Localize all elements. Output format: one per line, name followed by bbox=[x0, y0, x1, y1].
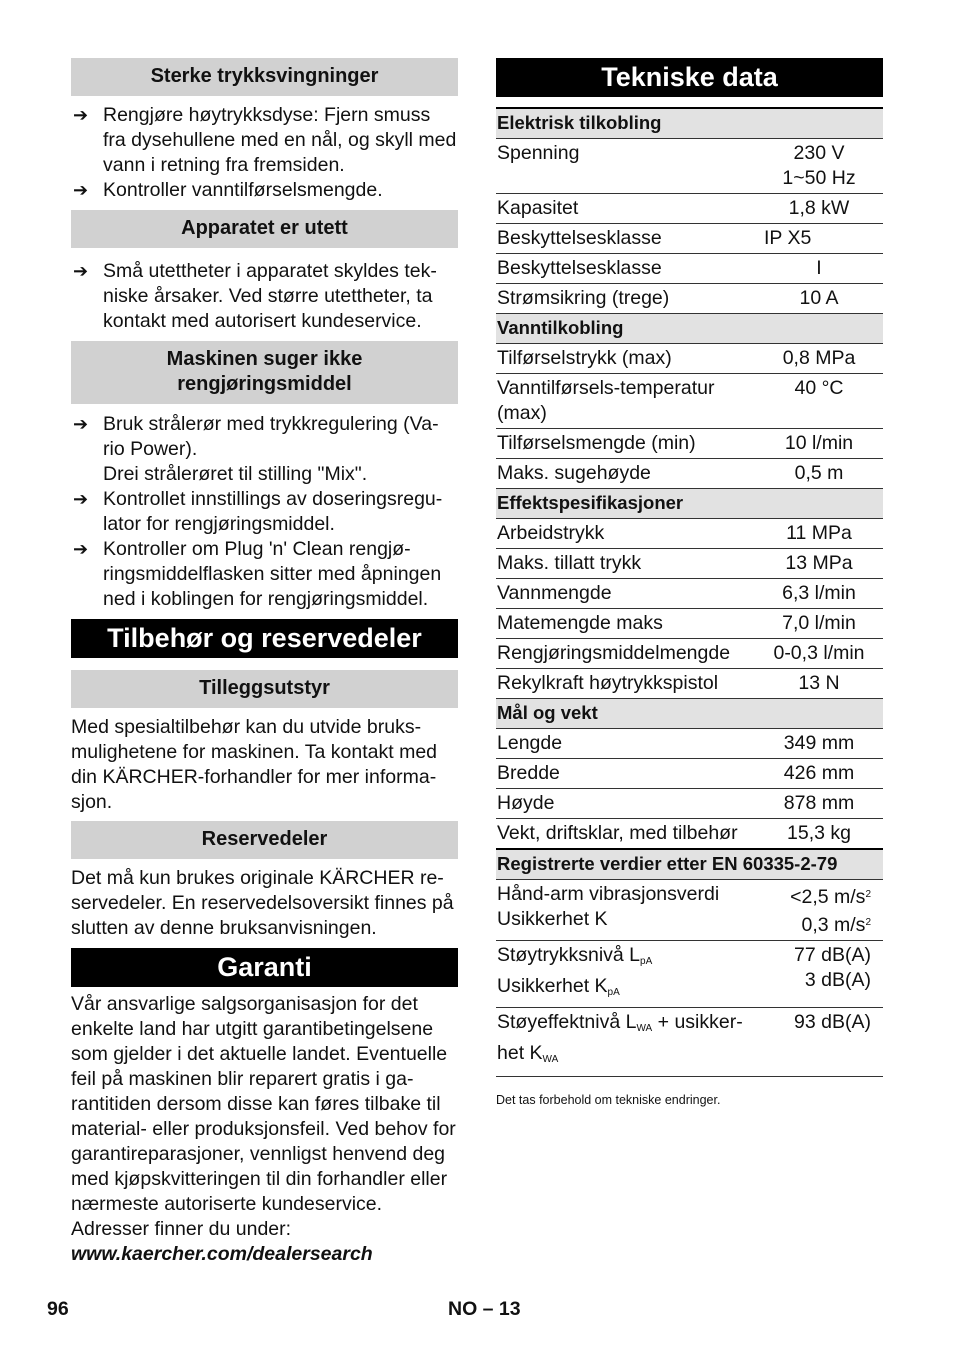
arrow-right-icon: ➔ bbox=[73, 180, 89, 200]
row-label bbox=[496, 880, 754, 941]
table-row bbox=[496, 549, 883, 579]
section-page-number: NO – 13 bbox=[448, 1298, 521, 1320]
table-group-row bbox=[496, 489, 883, 519]
row-value: 13 N bbox=[754, 669, 883, 699]
section-heading-technical-data: Tekniske data bbox=[496, 58, 883, 97]
row-value: 40 °C bbox=[754, 374, 883, 429]
row-label: Arbeidstrykk bbox=[496, 519, 754, 549]
row-value: 0,8 MPa bbox=[754, 344, 883, 374]
group-label: Effektspesifikasjoner bbox=[496, 489, 883, 519]
section-heading-accessories: Tilbehør og reservedeler bbox=[71, 619, 458, 658]
table-row bbox=[496, 1008, 883, 1077]
list-item bbox=[71, 259, 458, 334]
row-label: Rengjøringsmiddelmengde bbox=[496, 639, 754, 669]
row-value: 10 A bbox=[754, 284, 883, 314]
uncertainty-label: Usikkerhet K bbox=[497, 975, 608, 997]
sound-power-label-cont: + usikker-het K bbox=[497, 1011, 743, 1064]
table-row bbox=[496, 459, 883, 489]
row-value: 426 mm bbox=[754, 759, 883, 789]
section-heading-pressure-fluctuations: Sterke trykksvingninger bbox=[71, 58, 458, 96]
row-label bbox=[496, 1008, 754, 1077]
row-value: 11 MPa bbox=[754, 519, 883, 549]
arrow-right-icon: ➔ bbox=[73, 261, 89, 281]
subscript: pA bbox=[607, 987, 620, 998]
table-row bbox=[496, 224, 883, 254]
row-value: 0,5 m bbox=[754, 459, 883, 489]
table-row bbox=[496, 880, 883, 941]
right-column bbox=[496, 58, 883, 1107]
sound-pressure-value: 77 dB(A) bbox=[794, 944, 871, 966]
dealer-search-link[interactable]: www.kaercher.com/dealersearch bbox=[71, 1243, 373, 1265]
unit-exponent: 2 bbox=[865, 889, 871, 900]
row-value: 93 dB(A) bbox=[754, 1008, 883, 1077]
table-group-row bbox=[496, 699, 883, 729]
group-label: Vanntilkobling bbox=[496, 314, 883, 344]
table-row bbox=[496, 789, 883, 819]
list-item-text: Kontroller vanntilførselsmengde. bbox=[103, 179, 383, 201]
row-label: Lengde bbox=[496, 729, 754, 759]
table-row bbox=[496, 254, 883, 284]
list-item-text: Rengjøre høytrykksdyse: Fjern smuss fra dysehullene med en nål, og skyll med vann i retning fra fremsiden. bbox=[103, 104, 457, 176]
row-label: Tilførselstrykk (max) bbox=[496, 344, 754, 374]
row-value: 7,0 l/min bbox=[754, 609, 883, 639]
table-group-row bbox=[496, 849, 883, 880]
row-value bbox=[754, 941, 883, 1008]
row-value: 878 mm bbox=[754, 789, 883, 819]
row-label: Tilførselsmengde (min) bbox=[496, 429, 754, 459]
row-label: Beskyttelsesklasse bbox=[496, 254, 754, 284]
row-label: Kapasitet bbox=[496, 194, 754, 224]
row-label: Vannmengde bbox=[496, 579, 754, 609]
row-label: Strømsikring (trege) bbox=[496, 284, 754, 314]
table-row bbox=[496, 429, 883, 459]
group-label: Elektrisk tilkobling bbox=[496, 109, 883, 139]
row-value: I bbox=[754, 254, 883, 284]
table-row bbox=[496, 344, 883, 374]
sound-power-label: Støyeffektnivå L bbox=[497, 1011, 637, 1033]
voltage-value: 230 V bbox=[793, 142, 845, 164]
row-label: Vekt, driftsklar, med tilbehør bbox=[496, 819, 754, 850]
list-item bbox=[71, 103, 458, 178]
technical-changes-note: Det tas forbehold om tekniske endringer. bbox=[496, 1093, 721, 1107]
row-label: Rekylkraft høytrykkspistol bbox=[496, 669, 754, 699]
technical-data-table bbox=[496, 109, 883, 1077]
table-row bbox=[496, 941, 883, 1008]
row-value: 1,8 kW bbox=[754, 194, 883, 224]
table-row bbox=[496, 139, 883, 194]
section-heading-no-detergent: Maskinen suger ikke rengjøringsmiddel bbox=[71, 341, 458, 404]
list-item bbox=[71, 412, 458, 462]
row-value: 15,3 kg bbox=[754, 819, 883, 850]
row-value: 349 mm bbox=[754, 729, 883, 759]
table-row bbox=[496, 819, 883, 850]
sound-pressure-label: Støytrykksnivå L bbox=[497, 944, 641, 966]
row-value bbox=[754, 139, 883, 194]
row-value: 10 l/min bbox=[754, 429, 883, 459]
table-row bbox=[496, 609, 883, 639]
row-label bbox=[496, 941, 754, 1008]
table-row bbox=[496, 579, 883, 609]
uncertainty-label: Usikkerhet K bbox=[497, 908, 608, 930]
table-row bbox=[496, 639, 883, 669]
table-row bbox=[496, 729, 883, 759]
table-row bbox=[496, 759, 883, 789]
frequency-value: 1~50 Hz bbox=[782, 167, 856, 189]
list-item bbox=[71, 178, 458, 203]
unit-exponent: 2 bbox=[865, 917, 871, 928]
table-row bbox=[496, 519, 883, 549]
row-value: 6,3 l/min bbox=[754, 579, 883, 609]
row-label: Bredde bbox=[496, 759, 754, 789]
table-row bbox=[496, 194, 883, 224]
row-label: Maks. sugehøyde bbox=[496, 459, 754, 489]
list-item bbox=[71, 537, 458, 612]
list-item-text: Kontrollet innstillings av doseringsregu-lator for rengjøringsmiddel. bbox=[103, 488, 443, 535]
group-label: Mål og vekt bbox=[496, 699, 883, 729]
table-row bbox=[496, 669, 883, 699]
paragraph-accessories: Med spesialtilbehør kan du utvide bruks-mulighetene for maskinen. Ta kontakt med din KÄRCHER-forhandler for mer informa-sjon. bbox=[71, 716, 438, 813]
table-group-row bbox=[496, 109, 883, 139]
row-label: Vanntilførsels-temperatur (max) bbox=[496, 374, 754, 429]
uncertainty-value: 0,3 m/s bbox=[801, 914, 866, 936]
row-label: Spenning bbox=[496, 139, 754, 194]
section-heading-leaking: Apparatet er utett bbox=[71, 210, 458, 248]
table-group-row bbox=[496, 314, 883, 344]
subscript: WA bbox=[636, 1023, 653, 1034]
row-value: 0-0,3 l/min bbox=[754, 639, 883, 669]
row-label: Matemengde maks bbox=[496, 609, 754, 639]
table-row bbox=[496, 284, 883, 314]
group-label: Registrerte verdier etter EN 60335-2-79 bbox=[496, 849, 883, 880]
row-value bbox=[754, 880, 883, 941]
list-item bbox=[71, 487, 458, 537]
paragraph-warranty: Vår ansvarlige salgsorganisasjon for det enkelte land har utgitt garantibetingelsene som gjelder i det aktuelle landet. Eventuelle feil på maskinen blir reparert gratis i ga-rantitiden dersom disse kan føres tilbake til material- eller produksjonsfeil. Ved behov for garantireparasjoner, vennligst henvend deg med kjøpskvitteringen til din forhandler eller nærmeste autoriserte kundeservice. Adresser finner du under: bbox=[71, 993, 456, 1240]
section-heading-warranty: Garanti bbox=[71, 948, 458, 987]
section-heading-spare-parts: Reservedeler bbox=[71, 821, 458, 859]
row-label: Høyde bbox=[496, 789, 754, 819]
subscript: pA bbox=[640, 956, 653, 967]
uncertainty-value: 3 dB(A) bbox=[804, 969, 871, 991]
row-value: IP X5 bbox=[754, 224, 883, 254]
row-value: 13 MPa bbox=[754, 549, 883, 579]
list-item-text: Bruk strålerør med trykkregulering (Va-rio Power). bbox=[103, 413, 439, 460]
table-row bbox=[496, 374, 883, 429]
page-number: 96 bbox=[47, 1298, 69, 1320]
list-item-text: Kontroller om Plug 'n' Clean rengjø-ringsmiddelflasken sitter med åpningen ned i koblingen for rengjøringsmiddel. bbox=[103, 538, 442, 610]
arrow-right-icon: ➔ bbox=[73, 414, 89, 434]
arrow-right-icon: ➔ bbox=[73, 539, 89, 559]
paragraph-spare-parts: Det må kun brukes originale KÄRCHER re-servedeler. En reservedelsoversikt finnes på slutten av denne bruksanvisningen. bbox=[71, 867, 454, 939]
list-item-continuation: Drei strålerøret til stilling "Mix". bbox=[103, 463, 368, 485]
list-item-text: Små utettheter i apparatet skyldes tek-niske årsaker. Ved større utettheter, ta kontakt med autorisert kundeservice. bbox=[103, 260, 437, 332]
arrow-right-icon: ➔ bbox=[73, 105, 89, 125]
vibration-value: <2,5 m/s bbox=[790, 886, 866, 908]
section-heading-optional-accessories: Tilleggsutstyr bbox=[71, 670, 458, 708]
row-label: Maks. tillatt trykk bbox=[496, 549, 754, 579]
arrow-right-icon: ➔ bbox=[73, 489, 89, 509]
left-column bbox=[71, 58, 458, 1267]
vibration-label: Hånd-arm vibrasjonsverdi bbox=[497, 883, 720, 905]
row-label: Beskyttelsesklasse bbox=[496, 224, 754, 254]
subscript: WA bbox=[542, 1054, 559, 1065]
